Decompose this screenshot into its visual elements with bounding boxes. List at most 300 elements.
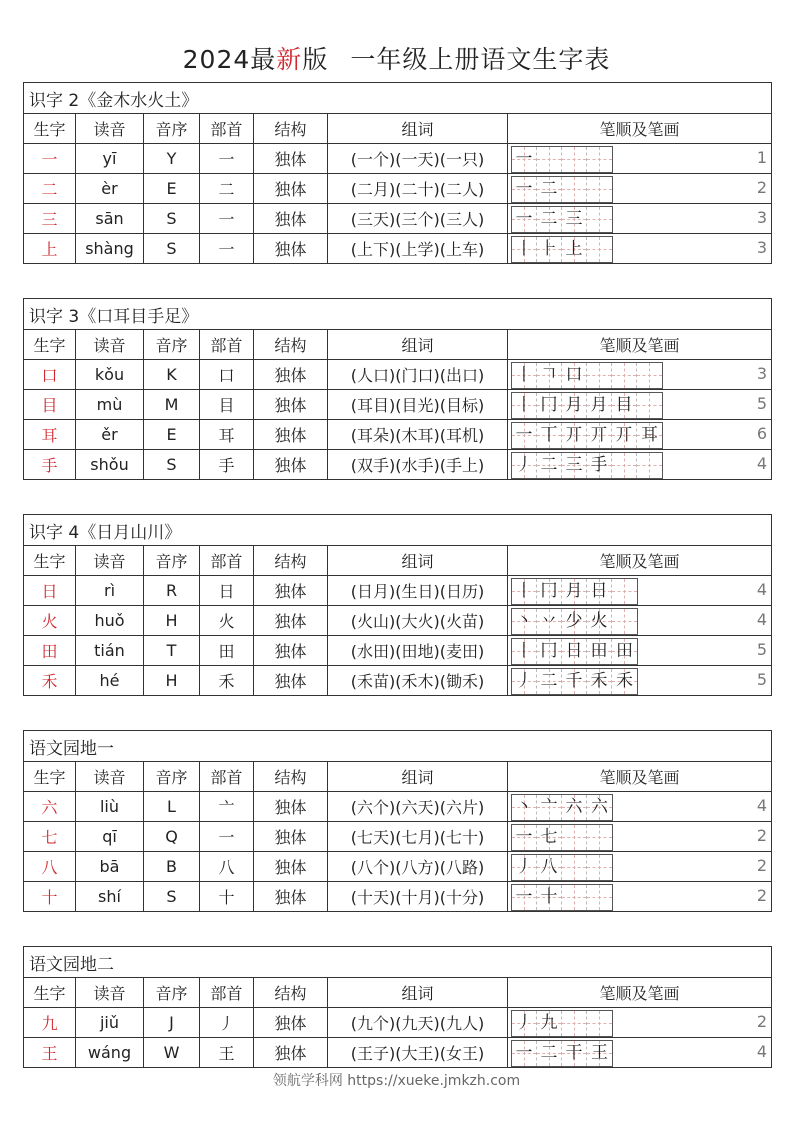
stroke-step: 王 — [591, 1043, 608, 1063]
stroke-step: 六 — [591, 797, 608, 817]
radical-cell: 目 — [200, 390, 254, 420]
stroke-order-cell — [508, 234, 772, 264]
grid-cell — [612, 579, 637, 604]
stroke-step: 丌 — [590, 425, 608, 445]
radical-cell: 禾 — [200, 666, 254, 696]
grid-cell — [537, 885, 562, 910]
grid-cell — [537, 579, 562, 604]
radical-cell: 十 — [200, 882, 254, 912]
stroke-step: 丌 — [565, 425, 583, 445]
word-group-cell: (水田)(田地)(麦田) — [328, 636, 508, 666]
grid-cell — [587, 393, 612, 418]
stroke-count: 6 — [756, 424, 768, 443]
grid-cell — [512, 885, 537, 910]
character-cell: 口 — [24, 360, 76, 390]
structure-cell: 独体 — [254, 1038, 328, 1068]
stroke-step: 手 — [590, 455, 608, 475]
phonetic-order-cell: L — [144, 792, 200, 822]
phonetic-order-cell: Q — [144, 822, 200, 852]
structure-cell: 独体 — [254, 420, 328, 450]
column-header: 读音 — [76, 978, 144, 1008]
grid-cell — [562, 669, 587, 694]
stroke-order-cell — [508, 174, 772, 204]
phonetic-order-cell: K — [144, 360, 200, 390]
table-row — [24, 636, 772, 666]
stroke-step: 冂 — [540, 641, 558, 661]
structure-cell: 独体 — [254, 144, 328, 174]
grid-cell — [587, 423, 612, 448]
stroke-count: 4 — [756, 610, 768, 629]
character-cell: 火 — [24, 606, 76, 636]
character-cell: 耳 — [24, 420, 76, 450]
character-cell: 一 — [24, 144, 76, 174]
radical-cell: 耳 — [200, 420, 254, 450]
character-table — [23, 82, 772, 264]
structure-cell: 独体 — [254, 852, 328, 882]
stroke-order-cell — [508, 666, 772, 696]
stroke-step: 丅 — [540, 425, 558, 445]
radical-cell: 田 — [200, 636, 254, 666]
phonetic-order-cell: H — [144, 666, 200, 696]
pinyin-cell: sān — [76, 204, 144, 234]
table-row — [24, 1008, 772, 1038]
word-group-cell: (七天)(七月)(七十) — [328, 822, 508, 852]
structure-cell: 独体 — [254, 174, 328, 204]
column-header: 笔顺及笔画 — [508, 978, 772, 1008]
word-group-cell: (九个)(九天)(九人) — [328, 1008, 508, 1038]
stroke-step: 丨 — [515, 641, 533, 661]
grid-cell — [612, 669, 637, 694]
grid-cell — [562, 363, 587, 388]
structure-cell: 独体 — [254, 1008, 328, 1038]
stroke-step: 一 — [515, 149, 533, 169]
stroke-step: 一 — [515, 887, 533, 907]
page-title — [0, 40, 793, 76]
radical-cell: 二 — [200, 174, 254, 204]
stroke-step: 田 — [590, 641, 608, 661]
stroke-step: 干 — [565, 1043, 583, 1063]
grid-cell — [537, 363, 562, 388]
grid-cell — [587, 639, 612, 664]
pinyin-cell: huǒ — [76, 606, 144, 636]
grid-cell — [637, 393, 662, 418]
structure-cell: 独体 — [254, 450, 328, 480]
grid-cell — [512, 609, 537, 634]
title-main: 一年级上册语文生字表 — [350, 45, 611, 74]
column-header: 结构 — [254, 330, 328, 360]
radical-cell: 手 — [200, 450, 254, 480]
table-row — [24, 204, 772, 234]
stroke-order-cell — [508, 390, 772, 420]
stroke-count: 4 — [756, 796, 767, 815]
stroke-order-cell — [508, 576, 772, 606]
writing-grid — [511, 824, 613, 851]
word-group-cell: (三天)(三个)(三人) — [328, 204, 508, 234]
grid-cell — [537, 669, 562, 694]
grid-cell — [587, 147, 612, 172]
column-header: 读音 — [76, 546, 144, 576]
character-table — [23, 298, 772, 480]
grid-cell — [587, 669, 612, 694]
stroke-step: 田 — [616, 641, 633, 661]
column-header: 结构 — [254, 978, 328, 1008]
radical-cell: 八 — [200, 852, 254, 882]
word-group-cell: (耳朵)(木耳)(耳机) — [328, 420, 508, 450]
table-row — [24, 234, 772, 264]
writing-grid — [511, 362, 663, 389]
stroke-order-cell — [508, 144, 772, 174]
grid-cell — [562, 885, 587, 910]
pinyin-cell: wáng — [76, 1038, 144, 1068]
section-3 — [23, 514, 771, 696]
stroke-step: 火 — [590, 611, 608, 631]
pinyin-cell: shǒu — [76, 450, 144, 480]
grid-cell — [587, 177, 612, 202]
writing-grid — [511, 422, 663, 449]
stroke-step: 二 — [540, 209, 558, 229]
column-header: 笔顺及笔画 — [508, 330, 772, 360]
table-row — [24, 1038, 772, 1068]
grid-cell — [587, 237, 612, 262]
column-header: 结构 — [254, 114, 328, 144]
table-row — [24, 144, 772, 174]
grid-cell — [562, 855, 587, 880]
header-row — [24, 762, 772, 792]
character-cell: 十 — [24, 882, 76, 912]
grid-cell — [512, 855, 537, 880]
radical-cell: 王 — [200, 1038, 254, 1068]
writing-grid — [511, 668, 638, 695]
writing-grid — [511, 392, 663, 419]
word-group-cell: (人口)(门口)(出口) — [328, 360, 508, 390]
grid-cell — [512, 825, 537, 850]
grid-cell — [587, 609, 612, 634]
grid-cell — [587, 825, 612, 850]
structure-cell: 独体 — [254, 882, 328, 912]
column-header: 组词 — [328, 546, 508, 576]
section-caption: 识字 2《金木水火土》 — [24, 83, 772, 114]
word-group-cell: (耳目)(目光)(目标) — [328, 390, 508, 420]
grid-cell — [637, 423, 662, 448]
grid-cell — [512, 393, 537, 418]
column-header: 读音 — [76, 762, 144, 792]
stroke-count: 4 — [756, 580, 768, 599]
character-cell: 日 — [24, 576, 76, 606]
phonetic-order-cell: S — [144, 450, 200, 480]
phonetic-order-cell: H — [144, 606, 200, 636]
pinyin-cell: liù — [76, 792, 144, 822]
stroke-step: 三 — [565, 455, 583, 475]
stroke-order-cell — [508, 1008, 772, 1038]
table-row — [24, 576, 772, 606]
grid-cell — [562, 579, 587, 604]
stroke-count: 5 — [756, 394, 768, 413]
writing-grid — [511, 578, 638, 605]
grid-cell — [512, 669, 537, 694]
pinyin-cell: bā — [76, 852, 144, 882]
grid-cell — [562, 1041, 587, 1066]
column-header: 部首 — [200, 330, 254, 360]
stroke-step: 少 — [565, 611, 583, 631]
phonetic-order-cell: Y — [144, 144, 200, 174]
character-cell: 七 — [24, 822, 76, 852]
column-header: 部首 — [200, 762, 254, 792]
stroke-order-cell — [508, 606, 772, 636]
grid-cell — [562, 423, 587, 448]
stroke-step: 丶 — [515, 611, 533, 631]
stroke-step: 二 — [540, 179, 558, 199]
grid-cell — [637, 363, 662, 388]
stroke-step: 千 — [565, 671, 583, 691]
pinyin-cell: shí — [76, 882, 144, 912]
stroke-step: 六 — [565, 797, 583, 817]
grid-cell — [587, 1011, 612, 1036]
stroke-order-cell — [508, 360, 772, 390]
radical-cell: 一 — [200, 204, 254, 234]
column-header: 读音 — [76, 330, 144, 360]
column-header: 生字 — [24, 114, 76, 144]
grid-cell — [587, 363, 612, 388]
title-year: 2024 — [182, 45, 251, 74]
stroke-order-cell — [508, 792, 772, 822]
stroke-step: 上 — [565, 239, 583, 259]
column-header: 部首 — [200, 546, 254, 576]
writing-grid — [511, 794, 613, 821]
radical-cell: 丿 — [200, 1008, 254, 1038]
word-group-cell: (王子)(大王)(女王) — [328, 1038, 508, 1068]
phonetic-order-cell: R — [144, 576, 200, 606]
grid-cell — [512, 795, 537, 820]
radical-cell: 火 — [200, 606, 254, 636]
grid-cell — [587, 1041, 612, 1066]
grid-cell — [612, 609, 637, 634]
grid-cell — [537, 825, 562, 850]
radical-cell: 一 — [200, 234, 254, 264]
section-1 — [23, 82, 771, 264]
character-table — [23, 730, 772, 912]
writing-grid — [511, 176, 613, 203]
stroke-step: 冂 — [540, 395, 558, 415]
section-5 — [23, 946, 771, 1068]
column-header: 组词 — [328, 762, 508, 792]
column-header: 生字 — [24, 546, 76, 576]
grid-cell — [512, 423, 537, 448]
writing-grid — [511, 146, 613, 173]
table-row — [24, 792, 772, 822]
radical-cell: 一 — [200, 822, 254, 852]
column-header: 笔顺及笔画 — [508, 546, 772, 576]
structure-cell: 独体 — [254, 606, 328, 636]
character-cell: 王 — [24, 1038, 76, 1068]
stroke-step: 丿 — [515, 1013, 533, 1033]
stroke-step: 丌 — [615, 425, 633, 445]
structure-cell: 独体 — [254, 822, 328, 852]
phonetic-order-cell: S — [144, 882, 200, 912]
column-header: 音序 — [144, 978, 200, 1008]
pinyin-cell: hé — [76, 666, 144, 696]
phonetic-order-cell: J — [144, 1008, 200, 1038]
stroke-order-cell — [508, 852, 772, 882]
character-cell: 八 — [24, 852, 76, 882]
word-group-cell: (六个)(六天)(六片) — [328, 792, 508, 822]
radical-cell: 口 — [200, 360, 254, 390]
writing-grid — [511, 638, 638, 665]
section-caption: 语文园地二 — [24, 947, 772, 978]
stroke-step: 𠃍 — [540, 365, 558, 385]
column-header: 组词 — [328, 114, 508, 144]
grid-cell — [537, 609, 562, 634]
pinyin-cell: tián — [76, 636, 144, 666]
grid-cell — [537, 1011, 562, 1036]
title-pre: 最 — [250, 45, 277, 74]
stroke-step: 一 — [515, 209, 533, 229]
section-caption: 识字 4《日月山川》 — [24, 515, 772, 546]
stroke-step: 日 — [565, 641, 583, 661]
stroke-step: 一 — [515, 425, 533, 445]
grid-cell — [637, 453, 662, 478]
stroke-count: 3 — [756, 364, 768, 383]
character-cell: 三 — [24, 204, 76, 234]
stroke-step: 七 — [540, 827, 558, 847]
stroke-count: 4 — [756, 454, 768, 473]
structure-cell: 独体 — [254, 792, 328, 822]
stroke-step: ⺊ — [540, 239, 558, 259]
section-caption: 语文园地一 — [24, 731, 772, 762]
stroke-count: 3 — [756, 238, 768, 257]
stroke-step: 日 — [590, 581, 608, 601]
stroke-step: 口 — [565, 365, 583, 385]
grid-cell — [537, 177, 562, 202]
stroke-count: 4 — [756, 1042, 767, 1061]
stroke-step: 丷 — [540, 611, 558, 631]
grid-cell — [562, 795, 587, 820]
stroke-step: 丿 — [515, 671, 533, 691]
stroke-count: 2 — [756, 826, 767, 845]
grid-cell — [537, 393, 562, 418]
phonetic-order-cell: B — [144, 852, 200, 882]
grid-cell — [587, 795, 612, 820]
grid-cell — [512, 177, 537, 202]
grid-cell — [612, 639, 637, 664]
stroke-count: 3 — [756, 208, 768, 227]
header-row — [24, 978, 772, 1008]
stroke-count: 1 — [756, 148, 768, 167]
stroke-step: 冂 — [540, 581, 558, 601]
stroke-step: 一 — [515, 827, 533, 847]
word-group-cell: (双手)(水手)(手上) — [328, 450, 508, 480]
writing-grid — [511, 236, 613, 263]
header-row — [24, 330, 772, 360]
grid-cell — [562, 825, 587, 850]
character-cell: 上 — [24, 234, 76, 264]
stroke-count: 2 — [756, 1012, 767, 1031]
grid-cell — [512, 147, 537, 172]
grid-cell — [537, 855, 562, 880]
header-row — [24, 114, 772, 144]
grid-cell — [587, 855, 612, 880]
grid-cell — [537, 237, 562, 262]
character-table — [23, 514, 772, 696]
table-row — [24, 852, 772, 882]
column-header: 结构 — [254, 546, 328, 576]
table-row — [24, 822, 772, 852]
stroke-step: 九 — [540, 1013, 558, 1033]
pinyin-cell: qī — [76, 822, 144, 852]
footer-watermark: 领航学科网 https://xueke.jmkzh.com — [272, 1073, 521, 1089]
word-group-cell: (禾苗)(禾木)(锄禾) — [328, 666, 508, 696]
pinyin-cell: èr — [76, 174, 144, 204]
stroke-step: 丨 — [515, 365, 533, 385]
column-header: 部首 — [200, 978, 254, 1008]
title-post: 版 — [302, 45, 329, 74]
section-4 — [23, 730, 771, 912]
phonetic-order-cell: W — [144, 1038, 200, 1068]
column-header: 音序 — [144, 546, 200, 576]
stroke-step: 二 — [540, 455, 558, 475]
grid-cell — [512, 1011, 537, 1036]
radical-cell: 日 — [200, 576, 254, 606]
stroke-order-cell — [508, 822, 772, 852]
phonetic-order-cell: M — [144, 390, 200, 420]
stroke-count: 2 — [756, 886, 767, 905]
grid-cell — [562, 639, 587, 664]
writing-grid — [511, 452, 663, 479]
phonetic-order-cell: T — [144, 636, 200, 666]
grid-cell — [512, 579, 537, 604]
radical-cell: 亠 — [200, 792, 254, 822]
grid-cell — [537, 453, 562, 478]
stroke-step: 十 — [540, 887, 558, 907]
writing-grid — [511, 884, 613, 911]
structure-cell: 独体 — [254, 360, 328, 390]
writing-grid — [511, 1010, 613, 1037]
stroke-count: 2 — [756, 178, 768, 197]
structure-cell: 独体 — [254, 390, 328, 420]
stroke-step: 月 — [565, 581, 583, 601]
column-header: 笔顺及笔画 — [508, 114, 772, 144]
stroke-step: 目 — [615, 395, 633, 415]
word-group-cell: (火山)(大火)(火苗) — [328, 606, 508, 636]
word-group-cell: (一个)(一天)(一只) — [328, 144, 508, 174]
grid-cell — [562, 177, 587, 202]
grid-cell — [537, 795, 562, 820]
grid-cell — [562, 147, 587, 172]
grid-cell — [587, 207, 612, 232]
stroke-step: 丿 — [515, 857, 533, 877]
grid-cell — [537, 147, 562, 172]
stroke-order-cell — [508, 1038, 772, 1068]
word-group-cell: (二月)(二十)(二人) — [328, 174, 508, 204]
grid-cell — [562, 453, 587, 478]
grid-cell — [562, 237, 587, 262]
stroke-order-cell — [508, 420, 772, 450]
word-group-cell: (上下)(上学)(上车) — [328, 234, 508, 264]
column-header: 笔顺及笔画 — [508, 762, 772, 792]
grid-cell — [537, 639, 562, 664]
grid-cell — [587, 579, 612, 604]
grid-cell — [512, 237, 537, 262]
phonetic-order-cell: E — [144, 174, 200, 204]
pinyin-cell: yī — [76, 144, 144, 174]
structure-cell: 独体 — [254, 666, 328, 696]
stroke-order-cell — [508, 204, 772, 234]
stroke-count: 5 — [756, 640, 768, 659]
stroke-step: 月 — [590, 395, 608, 415]
stroke-step: 月 — [565, 395, 583, 415]
word-group-cell: (八个)(八方)(八路) — [328, 852, 508, 882]
grid-cell — [562, 609, 587, 634]
section-2 — [23, 298, 771, 480]
